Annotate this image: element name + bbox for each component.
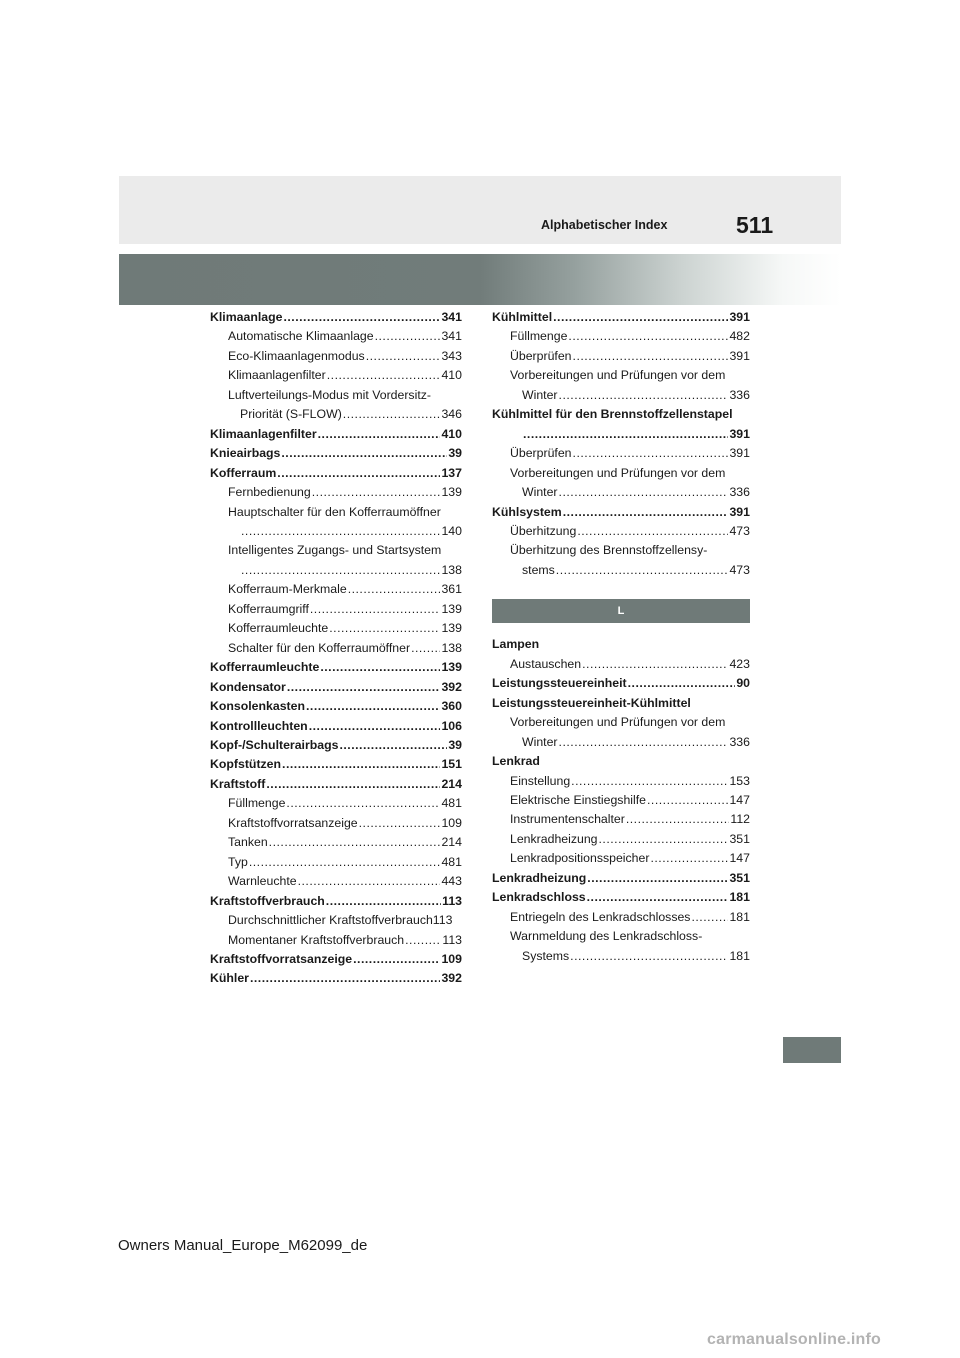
index-entry-sub: Vorbereitungen und Prüfungen vor dem [510, 465, 726, 480]
dot-leader [573, 444, 729, 463]
index-entry-label: stems [522, 562, 555, 577]
index-entry-main [210, 950, 462, 969]
index-entry-sub [210, 833, 462, 852]
index-entry-label: Kraftstoffvorratsanzeige [228, 815, 358, 830]
index-entry-page: 482 [729, 329, 750, 344]
dot-leader [326, 892, 441, 911]
index-entry-page: 181 [729, 890, 750, 905]
index-entry-sub: Warnmeldung des Lenkradschloss- [510, 929, 703, 944]
dot-leader [563, 503, 729, 522]
dot-leader [587, 888, 729, 907]
dot-leader [348, 580, 441, 599]
dot-leader [573, 347, 729, 366]
index-entry-main [210, 697, 462, 716]
index-entry-page: 147 [729, 851, 750, 866]
index-entry-sub: Hauptschalter für den Kofferraumöffner [228, 504, 441, 519]
header-gradient-bar [119, 254, 841, 305]
index-entry-main [210, 969, 462, 988]
index-entry-label: Kühler [210, 971, 249, 986]
dot-leader [249, 853, 441, 872]
dot-leader [556, 561, 729, 580]
index-entry-label: Winter [522, 734, 558, 749]
index-entry-label: Lenkradpositionsspeicher [510, 851, 650, 866]
index-entry-main: Lampen [492, 637, 540, 652]
index-entry-sub [210, 580, 462, 599]
index-entry-sub [210, 619, 462, 638]
index-entry-label: Füllmenge [510, 329, 568, 344]
index-entry-page: 410 [441, 368, 462, 383]
dot-leader [241, 522, 440, 541]
index-entry-main [210, 425, 462, 444]
index-entry-sub: Vorbereitungen und Prüfungen vor dem [510, 715, 726, 730]
index-entry-page: 443 [441, 874, 462, 889]
index-entry-main [492, 308, 750, 327]
index-entry-sub [210, 327, 462, 346]
dot-leader [571, 772, 728, 791]
dot-leader [287, 678, 441, 697]
index-entry-label: Kondensator [210, 679, 286, 694]
index-entry-sub [492, 386, 750, 405]
index-entry-page: 106 [441, 718, 462, 733]
dot-leader [241, 561, 440, 580]
index-entry-label: Warnleuchte [228, 874, 297, 889]
index-entry-page: 481 [441, 854, 462, 869]
index-entry-label: Fernbedienung [228, 485, 311, 500]
index-entry-sub [210, 347, 462, 366]
dot-leader [312, 483, 441, 502]
dot-leader [570, 947, 728, 966]
index-entry-main [210, 308, 462, 327]
index-entry-label: Kofferraum-Merkmale [228, 582, 347, 597]
index-entry-main [210, 717, 462, 736]
index-entry-label: Füllmenge [228, 796, 286, 811]
index-column-right [492, 308, 750, 966]
index-entry-main: Lenkrad [492, 754, 540, 769]
index-entry-sub: Vorbereitungen und Prüfungen vor dem [510, 368, 726, 383]
index-entry-page: 392 [441, 679, 462, 694]
index-entry-label: Klimaanlage [210, 310, 283, 324]
index-entry-main [492, 674, 750, 693]
index-entry-page: 346 [441, 407, 462, 422]
index-entry-label: Kopfstützen [210, 757, 282, 772]
dot-leader [281, 444, 447, 463]
index-entry-page: 481 [441, 796, 462, 811]
index-entry-label: Winter [522, 485, 558, 500]
index-entry-page: 109 [441, 951, 462, 966]
dot-leader [327, 366, 441, 385]
index-entry-sub [210, 522, 462, 541]
index-entry-label: Instrumentenschalter [510, 812, 625, 827]
index-entry-page: 137 [441, 465, 462, 480]
index-entry-page: 139 [441, 621, 462, 636]
index-entry-page: 151 [441, 757, 462, 772]
index-entry-label: Typ [228, 854, 248, 869]
dot-leader [318, 425, 441, 444]
index-entry-label: Austauschen [510, 656, 582, 671]
index-entry-label: Eco-Klimaanlagenmodus [228, 348, 365, 363]
index-entry-page: 336 [729, 485, 750, 500]
dot-leader [343, 405, 441, 424]
dot-leader [269, 833, 441, 852]
index-entry-page: 139 [441, 601, 462, 616]
index-entry-page: 214 [441, 776, 462, 791]
index-entry-label: Kraftstoff [210, 776, 266, 791]
index-entry-sub [210, 561, 462, 580]
index-entry-sub: Luftverteilungs-Modus mit Vordersitz- [228, 387, 431, 402]
dot-leader [626, 810, 730, 829]
index-entry-page: 473 [729, 523, 750, 538]
index-entry-page: 181 [729, 909, 750, 924]
index-entry-page: 360 [441, 699, 462, 714]
index-group-l [492, 635, 750, 966]
index-entry-sub [492, 908, 750, 927]
index-entry-label: Kraftstoffvorratsanzeige [210, 951, 353, 966]
index-entry-sub [210, 931, 462, 950]
index-entry-sub [492, 655, 750, 674]
index-entry-label: Überprüfen [510, 446, 572, 461]
index-entry-sub [210, 814, 462, 833]
dot-leader [306, 697, 440, 716]
index-entry-main [210, 892, 462, 911]
index-entry-page: 138 [441, 640, 462, 655]
index-entry-page: 90 [736, 676, 750, 691]
index-entry-sub [492, 947, 750, 966]
index-entry-sub [492, 522, 750, 541]
index-entry-sub: Durchschnittlicher Kraftstoffverbrauch113 [228, 913, 453, 928]
index-entry-page: 336 [729, 387, 750, 402]
index-entry-sub [210, 853, 462, 872]
index-entry-page: 391 [729, 446, 750, 461]
index-entry-label: Klimaanlagenfilter [210, 426, 317, 441]
dot-leader [310, 600, 441, 619]
index-entry-label: Überhitzung [510, 523, 577, 538]
dot-leader [647, 791, 728, 810]
index-entry-label: Kraftstoffverbrauch [210, 893, 325, 908]
index-entry-page: 351 [729, 831, 750, 846]
dot-leader [353, 950, 440, 969]
index-entry-sub [210, 600, 462, 619]
dot-leader [359, 814, 441, 833]
thumb-index-tab [783, 1037, 841, 1063]
index-entry-label: Lenkradschloss [492, 890, 586, 905]
index-entry-label: Knieairbags [210, 446, 281, 461]
index-entry-sub [210, 639, 462, 658]
dot-leader [309, 717, 441, 736]
index-entry-sub [492, 483, 750, 502]
index-entry-page: 112 [730, 812, 750, 827]
index-entry-main [492, 425, 750, 444]
index-entry-label: Klimaanlagenfilter [228, 368, 326, 383]
index-entry-page: 361 [441, 582, 462, 597]
index-entry-page: 139 [441, 485, 462, 500]
index-entry-page: 153 [729, 773, 750, 788]
section-title: Alphabetischer Index [541, 218, 668, 232]
footer-text: Owners Manual_Europe_M62099_de [118, 1237, 368, 1254]
index-entry-sub [492, 849, 750, 868]
index-entry-label: Kühlsystem [492, 504, 562, 519]
index-entry-page: 341 [441, 329, 462, 344]
index-entry-page: 351 [729, 870, 750, 885]
index-group-k [492, 308, 750, 580]
dot-leader [286, 794, 440, 813]
index-entry-label: Kontrollleuchten [210, 718, 308, 733]
dot-leader [577, 522, 728, 541]
index-entry-page: 39 [448, 737, 462, 752]
index-entry-label: Elektrische Einstiegshilfe [510, 792, 647, 807]
index-entry-page: 113 [442, 932, 462, 947]
index-entry-label: Leistungssteuereinheit [492, 676, 627, 691]
index-entry-page: 109 [441, 815, 462, 830]
index-entry-sub [210, 405, 462, 424]
index-entry-label: Kofferraumgriff [228, 601, 309, 616]
index-entry-label: Kopf-/Schulterairbags [210, 737, 339, 752]
dot-leader [266, 775, 440, 794]
dot-leader [339, 736, 447, 755]
index-entry-page: 391 [729, 310, 750, 324]
index-entry-sub [210, 794, 462, 813]
dot-leader [559, 733, 729, 752]
index-entry-sub [210, 872, 462, 891]
index-entry-page: 392 [441, 971, 462, 986]
index-entry-page: 214 [441, 835, 462, 850]
index-entry-main [210, 775, 462, 794]
dot-leader [405, 931, 441, 950]
index-entry-page: 341 [441, 310, 462, 324]
index-entry-main [210, 658, 462, 677]
index-entry-sub [492, 347, 750, 366]
index-entry-label: Priorität (S-FLOW) [240, 407, 342, 422]
index-entry-label: Tanken [228, 835, 268, 850]
index-entry-main [210, 464, 462, 483]
index-entry-label: Schalter für den Kofferraumöffner [228, 640, 411, 655]
index-entry-page: 181 [729, 948, 750, 963]
dot-leader [329, 619, 440, 638]
index-entry-label: Kofferraum [210, 465, 277, 480]
index-entry-sub [492, 830, 750, 849]
page-number: 511 [736, 212, 774, 238]
index-entry-page: 336 [729, 734, 750, 749]
index-entry-label: Kofferraumleuchte [228, 621, 329, 636]
dot-leader [582, 655, 728, 674]
dot-leader [375, 327, 441, 346]
index-entry-sub: Überhitzung des Brennstoffzellensy- [510, 543, 708, 558]
index-entry-sub [210, 483, 462, 502]
index-entry-label: Überprüfen [510, 348, 572, 363]
index-entry-page: 473 [729, 562, 750, 577]
dot-leader [411, 639, 440, 658]
index-entry-label: Kühlmittel [492, 310, 553, 324]
index-entry-page: 410 [441, 426, 462, 441]
index-entry-main [210, 678, 462, 697]
index-entry-sub [210, 366, 462, 385]
dot-leader [559, 483, 729, 502]
index-entry-page: 391 [729, 348, 750, 363]
index-entry-sub [492, 327, 750, 346]
dot-leader [650, 849, 728, 868]
index-entry-sub [492, 444, 750, 463]
index-entry-label: Lenkradheizung [492, 870, 587, 885]
dot-leader [587, 869, 728, 888]
dot-leader [320, 658, 440, 677]
index-entry-sub [492, 772, 750, 791]
index-entry-sub [492, 733, 750, 752]
index-entry-label: Lenkradheizung [510, 831, 598, 846]
header-band [119, 176, 841, 244]
index-entry-label: Entriegeln des Lenkradschlosses [510, 909, 691, 924]
index-entry-page: 423 [729, 656, 750, 671]
index-entry-sub [492, 791, 750, 810]
index-entry-sub [492, 561, 750, 580]
dot-leader [628, 674, 736, 693]
index-entry-label: Konsolenkasten [210, 699, 305, 714]
index-entry-page: 113 [442, 893, 462, 908]
index-entry-main [210, 444, 462, 463]
index-entry-page: 391 [729, 504, 750, 519]
index-entry-main [492, 503, 750, 522]
dot-leader [553, 308, 728, 327]
index-entry-main: Leistungssteuereinheit-Kühlmittel [492, 695, 691, 710]
watermark: carmanualsonline.info [707, 1331, 882, 1348]
index-entry-page: 139 [441, 660, 462, 675]
index-entry-page: 140 [441, 523, 462, 538]
dot-leader [277, 464, 440, 483]
dot-leader [298, 872, 441, 891]
index-entry-sub: Intelligentes Zugangs- und Startsystem [228, 543, 442, 558]
index-column-left [210, 308, 462, 989]
dot-leader [250, 969, 441, 988]
index-entry-page: 138 [441, 562, 462, 577]
letter-section-band: L [492, 599, 750, 623]
index-entry-label: Winter [522, 387, 558, 402]
index-entry-page: 343 [441, 348, 462, 363]
dot-leader [523, 425, 728, 444]
index-entry-label: Kofferraumleuchte [210, 660, 320, 675]
index-entry-main [210, 736, 462, 755]
index-entry-main: Kühlmittel für den Brennstoffzellenstapel [492, 407, 733, 422]
dot-leader [599, 830, 729, 849]
index-entry-main [492, 888, 750, 907]
dot-leader [283, 308, 440, 327]
index-entry-label: Systems [522, 948, 570, 963]
dot-leader [568, 327, 728, 346]
index-entry-page: 391 [729, 426, 750, 441]
dot-leader [282, 755, 440, 774]
index-entry-page: 147 [729, 792, 750, 807]
index-entry-main [210, 755, 462, 774]
dot-leader [691, 908, 728, 927]
dot-leader [559, 386, 729, 405]
index-entry-label: Momentaner Kraftstoffverbrauch [228, 932, 405, 947]
index-entry-sub [492, 810, 750, 829]
index-entry-label: Automatische Klimaanlage [228, 329, 374, 344]
index-entry-page: 39 [448, 446, 462, 461]
index-entry-label: Einstellung [510, 773, 571, 788]
dot-leader [366, 347, 441, 366]
index-entry-main [492, 869, 750, 888]
